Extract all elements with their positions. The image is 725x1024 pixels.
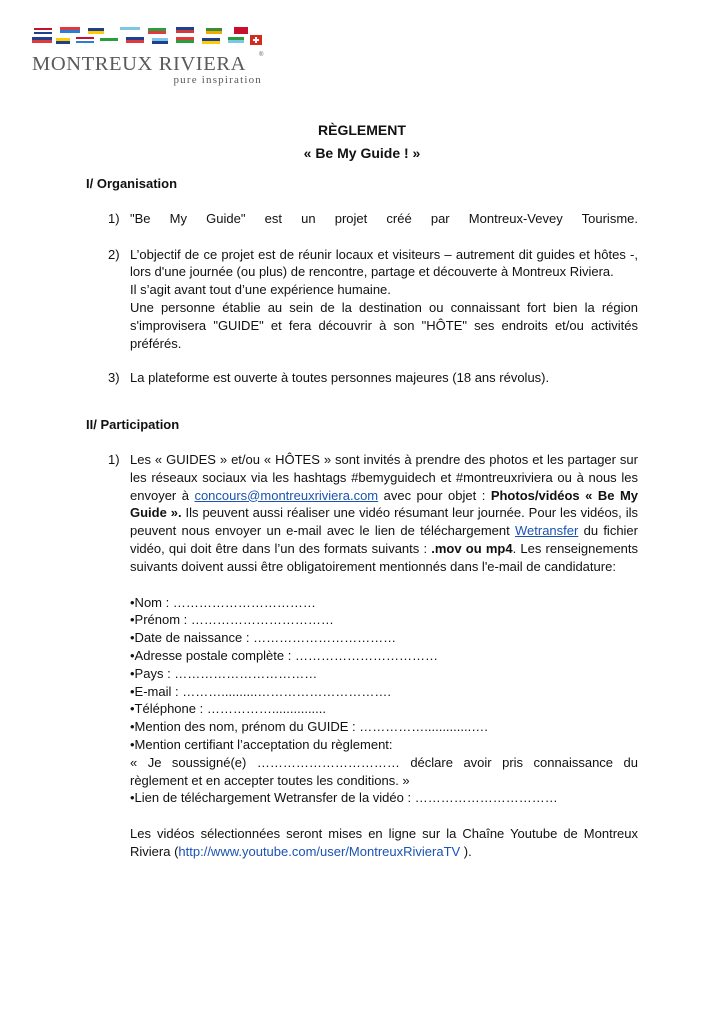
paragraph-text: ). (460, 843, 472, 859)
organisation-list (86, 210, 638, 387)
list-item-text: Une personne établie au sein de la destination ou connaissant fort bien la région s'improvisera "GUIDE" et fera découvrir à son "HÔTE" ses endroits et/ou activités préférés. (130, 299, 638, 351)
field-birth-date: •Date de naissance : …………………………… (130, 630, 397, 646)
field-wetransfer-link: •Lien de téléchargement Wetransfer de la vidéo : …………………………… (130, 790, 558, 806)
section-heading-organisation: I/ Organisation (86, 176, 178, 191)
field-guide-name: •Mention des nom, prénom du GUIDE : …………….............…. (130, 719, 488, 735)
flags-logo-mark (30, 26, 270, 48)
list-item (86, 451, 638, 861)
list-item-text: La plateforme est ouverte à toutes personnes majeures (18 ans révolus). (130, 370, 550, 386)
declaration-text: « Je soussigné(e) …………………………… déclare avoir pris connaissance du règlement et en accepter toutes les conditions. » (130, 754, 638, 788)
list-item-text: "Be My Guide" est un projet créé par Montreux-Vevey Tourisme. (130, 210, 638, 226)
list-number: 2) (108, 246, 120, 262)
wetransfer-link[interactable]: Wetransfer (515, 523, 579, 539)
paragraph-text: . Les renseignements suivants doivent aussi être obligatoirement mentionnés dans l'e-mail de candidature: (130, 540, 639, 574)
field-first-name: •Prénom : …………………………… (130, 612, 334, 628)
document-body (86, 120, 638, 861)
field-address: •Adresse postale complète : …………………………… (130, 647, 438, 663)
paragraph-text: Les « GUIDES » et/ou « HÔTES » sont invités à prendre des photos et les partager sur les réseaux sociaux via les hashtags #bemyguidech et #montreuxriviera ou à nous les envoyer à (130, 451, 638, 503)
field-phone: •Téléphone : ……………............... (130, 701, 327, 717)
logo-tagline: pure inspiration (173, 74, 262, 86)
document-subtitle: « Be My Guide ! » (303, 145, 421, 161)
logo-title: MONTREUX RIVIERA (32, 53, 247, 75)
participation-list (86, 451, 638, 861)
list-number: 3) (108, 370, 120, 386)
field-acceptance: •Mention certifiant l’acceptation du règlement: (130, 736, 393, 752)
document-title: RÈGLEMENT (318, 122, 406, 138)
list-number: 1) (108, 451, 120, 467)
field-email: •E-mail : ………..........…………………………. (130, 683, 391, 699)
participation-paragraph (130, 451, 638, 576)
field-country: •Pays : …………………………… (130, 665, 318, 681)
list-number: 1) (108, 210, 120, 226)
paragraph-text: Ils peuvent aussi réaliser une vidéo résumant leur journée. Pour les vidéos, ils peuvent nous envoyer un e-mail avec le lien de téléchargement (130, 505, 638, 539)
required-fields (130, 594, 638, 808)
paragraph-text: Les vidéos sélectionnées seront mises en ligne sur la Chaîne Youtube de Montreux Riviera ( (130, 826, 638, 859)
registered-mark: ® (259, 52, 264, 58)
closing-paragraph (130, 825, 638, 861)
list-item-text: L’objectif de ce projet est de réunir locaux et visiteurs – autrement dit guides et hôtes -, lors d'une journée (ou plus) de rencontre, partage et découverte à Montreux Riviera. (130, 246, 638, 280)
email-link[interactable]: concours@montreuxriviera.com (194, 487, 379, 503)
list-item-text: Il s’agit avant tout d’une expérience humaine. (130, 282, 391, 298)
video-formats: .mov ou mp4 (431, 540, 513, 556)
paragraph-text: du fichier vidéo, qui doit être dans l’un des formats suivants : (130, 523, 638, 556)
paragraph-text: avec pour objet : (378, 487, 491, 503)
field-name: •Nom : …………………………… (130, 594, 316, 610)
youtube-link[interactable]: http://www.youtube.com/user/MontreuxRivieraTV (178, 843, 461, 859)
list-item (86, 210, 638, 228)
list-item (86, 246, 638, 353)
section-heading-participation: II/ Participation (86, 417, 180, 433)
email-subject: Photos/vidéos « Be My Guide ». (130, 487, 639, 521)
montreux-riviera-logo (30, 26, 270, 88)
list-item (86, 369, 638, 387)
